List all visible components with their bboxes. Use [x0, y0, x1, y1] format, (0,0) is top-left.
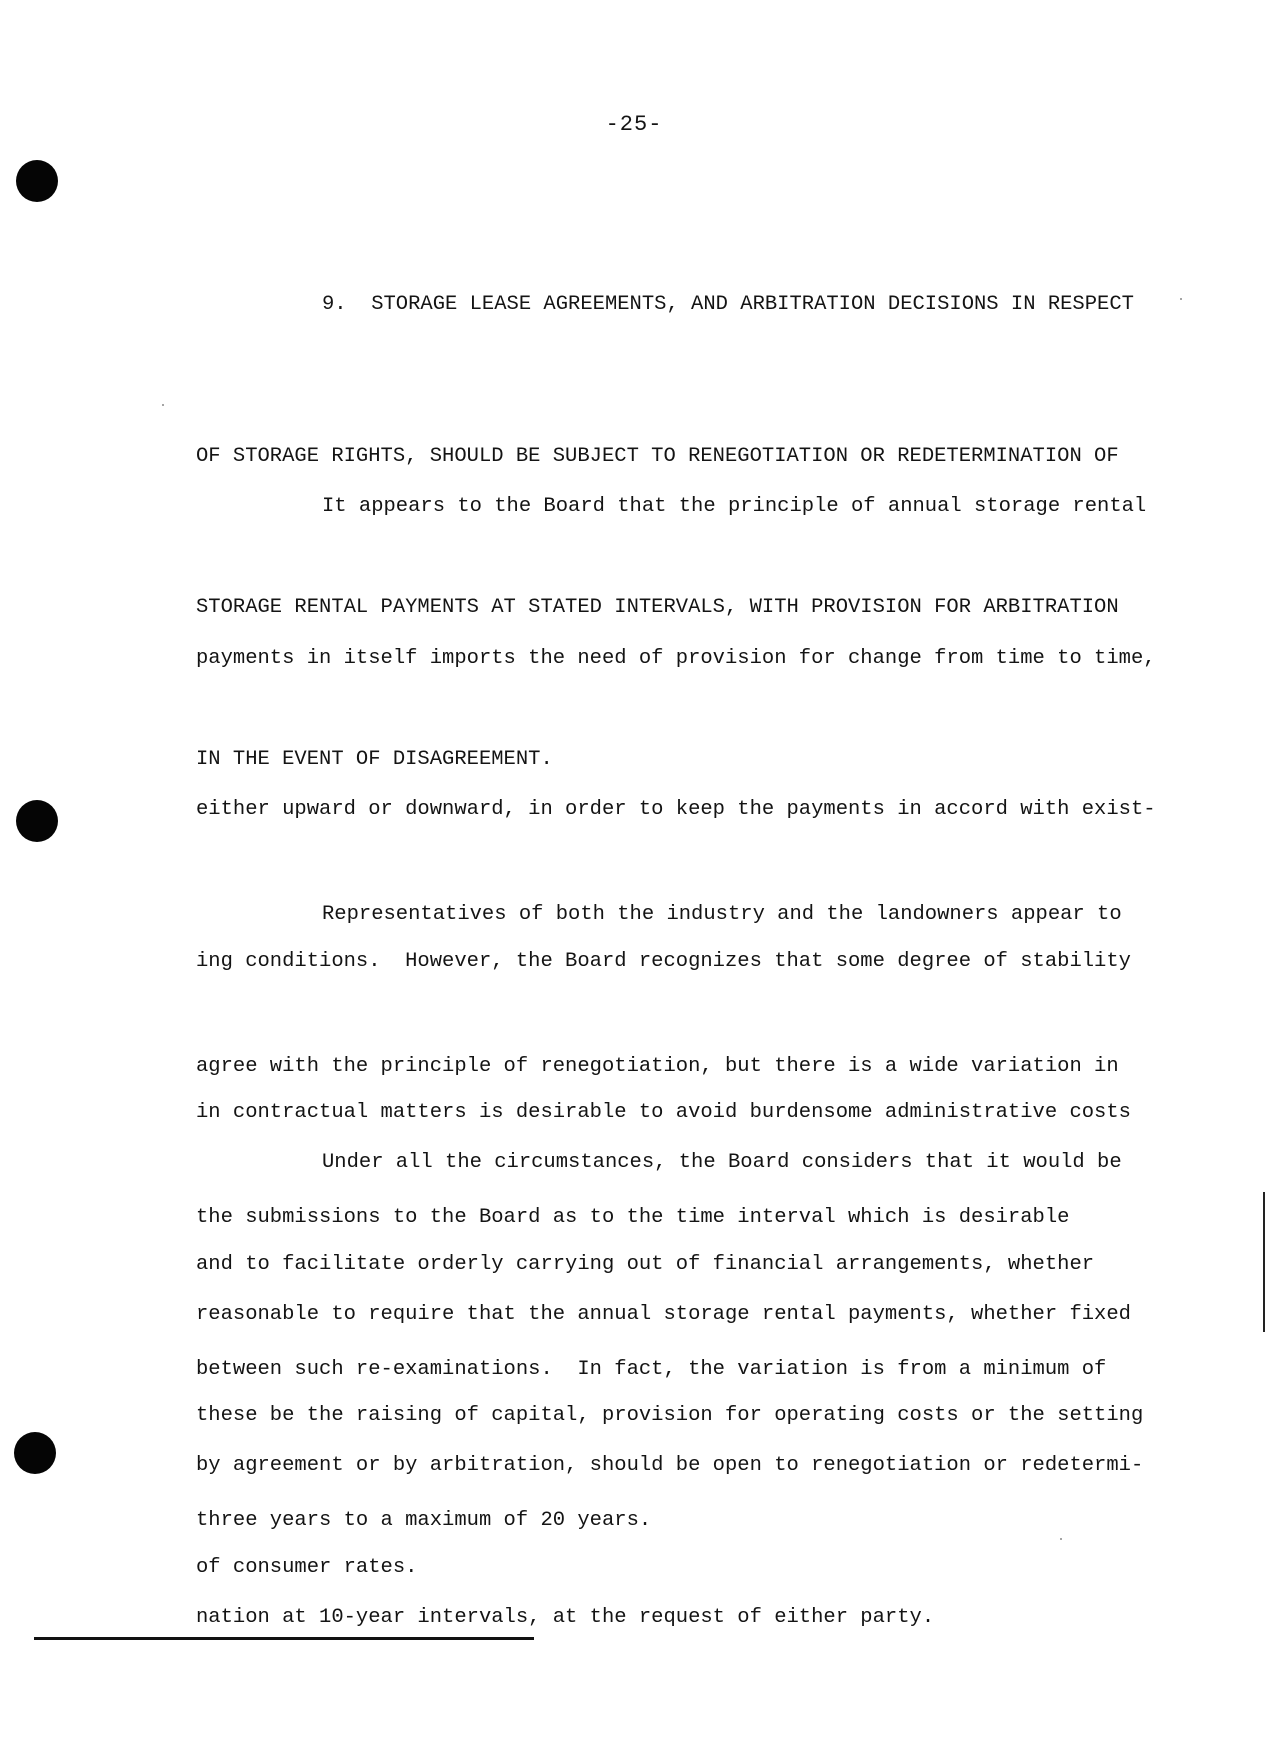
heading-line: OF STORAGE RIGHTS, SHOULD BE SUBJECT TO RENEGOTIATION OR REDETERMINATION OF — [196, 444, 1119, 468]
heading-line: STORAGE RENTAL PAYMENTS AT STATED INTERVALS, WITH PROVISION FOR ARBITRATION — [196, 596, 1119, 619]
paragraph-line: payments in itself imports the need of provision for change from time to time, — [196, 646, 1156, 670]
scan-speck — [162, 404, 164, 406]
scan-edge-mark — [1263, 1192, 1265, 1332]
paragraph-line: ing conditions. However, the Board recognizes that some degree of stability — [196, 949, 1131, 973]
paragraph-line: of consumer rates. — [196, 1555, 418, 1579]
paragraph-line: agree with the principle of renegotiation, but there is a wide variation in — [196, 1054, 1119, 1078]
paragraph-line: nation at 10-year intervals, at the request of either party. — [196, 1605, 935, 1629]
paragraph-line: Representatives of both the industry and the landowners appear to — [322, 903, 1122, 926]
paragraph-line: Under all the circumstances, the Board considers that it would be — [322, 1151, 1122, 1174]
heading-line: 9. STORAGE LEASE AGREEMENTS, AND ARBITRATION DECISIONS IN RESPECT — [322, 293, 1134, 316]
paragraph-line: either upward or downward, in order to keep the payments in accord with exist- — [196, 798, 1156, 821]
scan-speck — [1180, 298, 1182, 300]
punch-hole — [16, 160, 58, 202]
paragraph-line: reasonable to require that the annual storage rental payments, whether fixed — [196, 1302, 1131, 1326]
paragraph-line: between such re-examinations. In fact, the variation is from a minimum of — [196, 1357, 1107, 1381]
paragraph-line: these be the raising of capital, provision for operating costs or the setting — [196, 1404, 1144, 1427]
heading-line: IN THE EVENT OF DISAGREEMENT. — [196, 747, 553, 771]
punch-hole — [14, 1432, 56, 1474]
paragraph-line: three years to a maximum of 20 years. — [196, 1509, 652, 1532]
paragraph-line: It appears to the Board that the principle of annual storage rental — [322, 495, 1147, 518]
paragraph-line: the submissions to the Board as to the time interval which is desirable — [196, 1206, 1070, 1229]
paragraph-line: and to facilitate orderly carrying out of financial arrangements, whether — [196, 1252, 1095, 1276]
scan-bottom-rule — [34, 1637, 534, 1640]
paragraph-line: by agreement or by arbitration, should be open to renegotiation or redetermi- — [196, 1454, 1144, 1477]
paragraph-line: in contractual matters is desirable to avoid burdensome administrative costs — [196, 1101, 1131, 1124]
page-number: -25- — [605, 112, 663, 137]
punch-hole — [16, 800, 58, 842]
scan-speck — [1060, 1538, 1062, 1540]
